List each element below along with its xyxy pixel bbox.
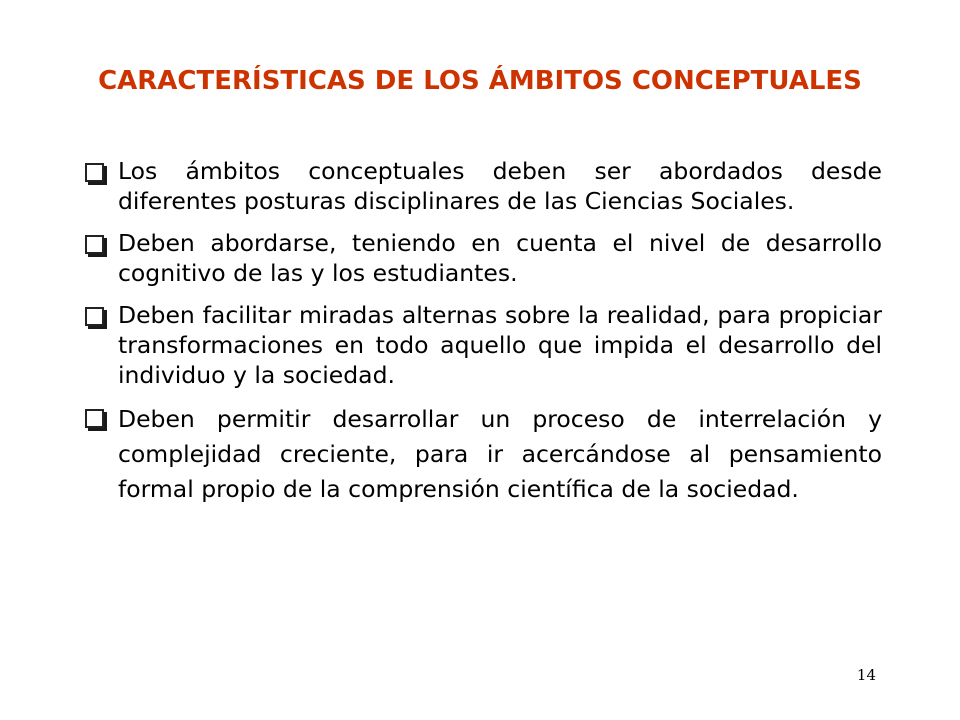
bullet-list (84, 156, 882, 519)
bullet-text: Los ámbitos conceptuales deben ser abordados desde diferentes posturas disciplinares de las Ciencias Sociales. (118, 157, 882, 215)
page-number: 14 (856, 666, 876, 684)
bullet-item (84, 156, 882, 216)
bullet-item (84, 228, 882, 288)
bullet-text: Deben abordarse, teniendo en cuenta el nivel de desarrollo cognitivo de las y los estudiantes. (118, 229, 882, 287)
bullet-item (84, 300, 882, 390)
bullet-text: Deben permitir desarrollar un proceso de interrelación y complejidad creciente, para ir acercándose al pensamiento formal propio de la comprensión científica de la sociedad. (118, 405, 882, 503)
square-bullet-icon (85, 409, 104, 428)
bullet-text: Deben facilitar miradas alternas sobre la realidad, para propiciar transformaciones en todo aquello que impida el desarrollo del individuo y la sociedad. (118, 301, 882, 389)
bullet-item (84, 402, 882, 507)
slide-title: CARACTERÍSTICAS DE LOS ÁMBITOS CONCEPTUALES (98, 66, 862, 96)
square-bullet-icon (85, 163, 104, 182)
square-bullet-icon (85, 307, 104, 326)
square-bullet-icon (85, 235, 104, 254)
